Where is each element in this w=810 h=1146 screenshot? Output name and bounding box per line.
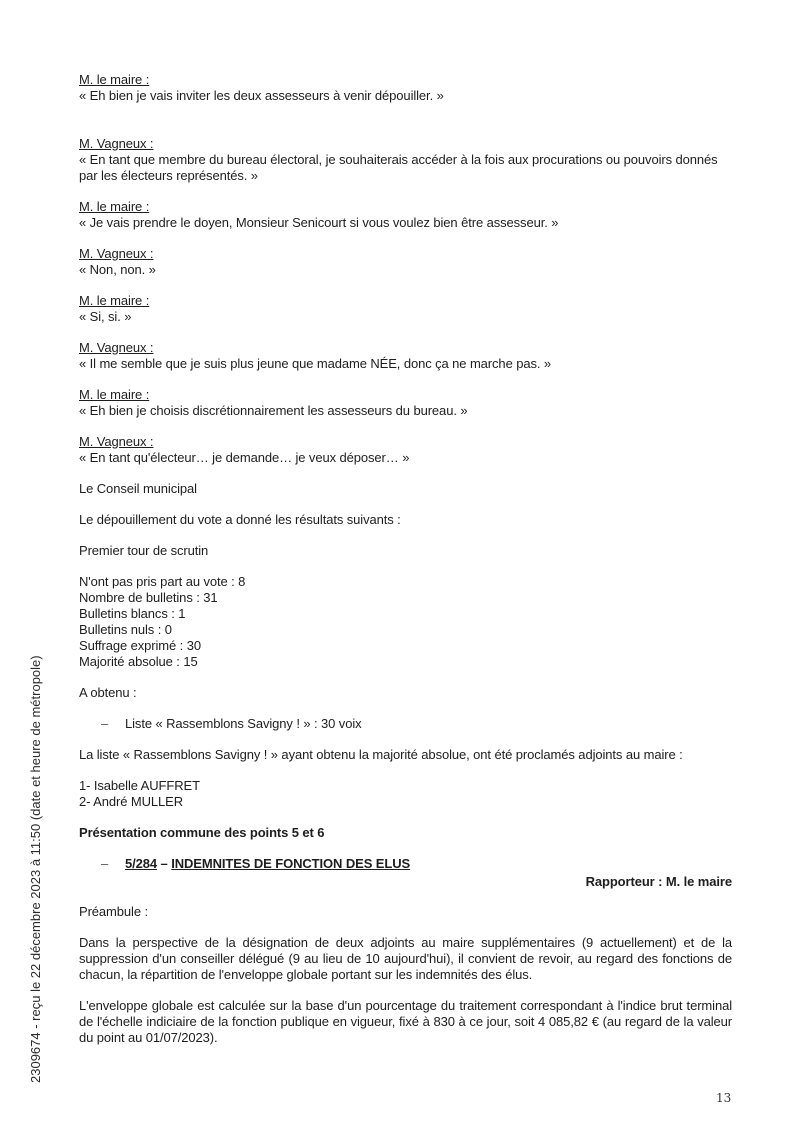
list-result-text: Liste « Rassemblons Savigny ! » : 30 voix — [125, 716, 362, 731]
list-result-item — [79, 716, 732, 732]
preamble-label: Préambule : — [79, 904, 148, 919]
speaker-quote: « Si, si. » — [79, 309, 132, 324]
agenda-item-heading — [79, 856, 732, 872]
speaker-quote: « En tant qu'électeur… je demande… je veux déposer… » — [79, 450, 410, 465]
obtained-label: A obtenu : — [79, 685, 137, 700]
ballot-round: Premier tour de scrutin — [79, 543, 209, 558]
page-number: 13 — [716, 1091, 732, 1105]
speaker-quote: « Eh bien je choisis discrétionnairement les assesseurs du bureau. » — [79, 403, 468, 418]
speaker-quote: « Eh bien je vais inviter les deux assesseurs à venir dépouiller. » — [79, 88, 444, 103]
agenda-item-title: INDEMNITES DE FONCTION DES ELUS — [171, 856, 411, 871]
dialogue-entry — [79, 293, 732, 325]
speaker-quote: « Non, non. » — [79, 262, 156, 277]
council-label: Le Conseil municipal — [79, 481, 197, 496]
stat-absolute-majority: Majorité absolue : 15 — [79, 654, 198, 669]
results-intro: Le dépouillement du vote a donné les résultats suivants : — [79, 512, 401, 527]
dialogue-entry — [79, 246, 732, 278]
dash-bullet: – — [101, 856, 109, 871]
speaker-name: M. Vagneux : — [79, 340, 154, 355]
agenda-item-separator: – — [157, 856, 172, 871]
speaker-name: M. le maire : — [79, 293, 150, 308]
stat-ballots: Nombre de bulletins : 31 — [79, 590, 218, 605]
speaker-quote: « En tant que membre du bureau électoral, je souhaiterais accéder à la fois aux procurations ou pouvoirs donnés par les électeurs représentés. » — [79, 152, 718, 183]
speaker-name: M. le maire : — [79, 199, 150, 214]
proclamation-text: La liste « Rassemblons Savigny ! » ayant obtenu la majorité absolue, ont été proclamés adjoints au maire : — [79, 747, 683, 762]
dialogue-entry — [79, 434, 732, 466]
preamble-paragraph: L'enveloppe globale est calculée sur la base d'un pourcentage du traitement correspondant à l'indice brut terminal de l'échelle indiciaire de la fonction publique en vigueur, fixé à 830 à ce jour, soit 4 085,82 € (au regard de la valeur du point au 01/07/2023). — [79, 998, 732, 1045]
stat-blank-ballots: Bulletins blancs : 1 — [79, 606, 186, 621]
dash-bullet: – — [101, 716, 109, 731]
vote-stats — [79, 574, 732, 670]
speaker-quote: « Il me semble que je suis plus jeune que madame NÉE, donc ça ne marche pas. » — [79, 356, 552, 371]
preamble-paragraph: Dans la perspective de la désignation de deux adjoints au maire supplémentaires (9 actuellement) et de la suppression d'un conseiller délégué (9 au lieu de 10 aujourd'hui), il convient de revoir, au regard des fonctions de chacun, la répartition de l'enveloppe globale portant sur les indemnités des élus. — [79, 935, 732, 982]
speaker-name: M. le maire : — [79, 72, 150, 87]
page-content — [79, 72, 732, 1046]
stat-not-participating: N'ont pas pris part au vote : 8 — [79, 574, 246, 589]
speaker-name: M. Vagneux : — [79, 136, 154, 151]
dialogue-entry — [79, 387, 732, 419]
presentation-heading: Présentation commune des points 5 et 6 — [79, 825, 325, 840]
reception-stamp: 2309674 - reçu le 22 décembre 2023 à 11:50 (date et heure de métropole) — [28, 655, 43, 1083]
adjoint-item: 1- Isabelle AUFFRET — [79, 778, 200, 793]
speaker-quote: « Je vais prendre le doyen, Monsieur Senicourt si vous voulez bien être assesseur. » — [79, 215, 559, 230]
adjoints-list — [79, 778, 732, 810]
dialogue-entry — [79, 340, 732, 372]
stat-void-ballots: Bulletins nuls : 0 — [79, 622, 172, 637]
speaker-name: M. Vagneux : — [79, 246, 154, 261]
dialogue-entry — [79, 199, 732, 231]
speaker-name: M. Vagneux : — [79, 434, 154, 449]
adjoint-item: 2- André MULLER — [79, 794, 183, 809]
speaker-name: M. le maire : — [79, 387, 150, 402]
agenda-item-number: 5/284 — [125, 856, 158, 871]
stat-expressed-votes: Suffrage exprimé : 30 — [79, 638, 201, 653]
dialogue-entry — [79, 72, 732, 104]
rapporteur-label: Rapporteur : M. le maire — [585, 874, 732, 889]
dialogue-entry — [79, 136, 732, 184]
